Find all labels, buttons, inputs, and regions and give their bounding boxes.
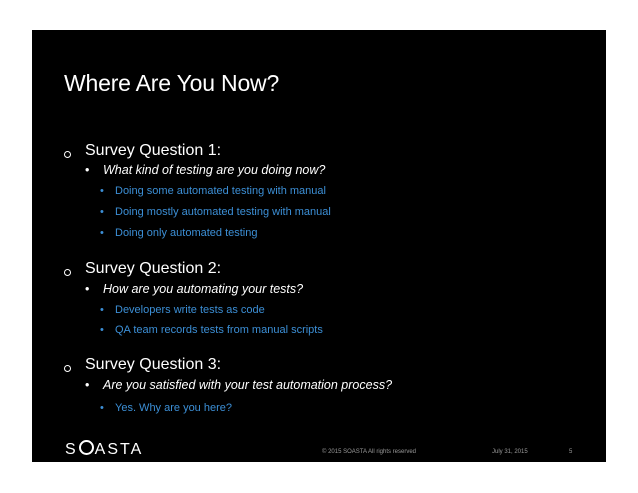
bullet-icon: • [100, 227, 104, 239]
logo-o-ring-icon [79, 440, 94, 455]
bullet-icon: • [85, 163, 90, 177]
bullet-icon: • [100, 402, 104, 414]
option-text: Doing some automated testing with manual [115, 185, 326, 197]
option-text: Developers write tests as code [115, 304, 265, 316]
option-text: Doing mostly automated testing with manual [115, 206, 331, 218]
bullet-icon: • [100, 324, 104, 336]
option-text: Yes. Why are you here? [115, 402, 232, 414]
slide [32, 30, 606, 462]
option-text: QA team records tests from manual scripts [115, 324, 323, 336]
bullet-icon: • [85, 282, 90, 296]
option-text: Doing only automated testing [115, 227, 258, 239]
hollow-circle-bullet-icon [64, 365, 71, 372]
question-label: Survey Question 1: [85, 142, 222, 159]
bullet-icon: • [100, 185, 104, 197]
hollow-circle-bullet-icon [64, 269, 71, 276]
slide-date: July 31, 2015 [492, 449, 528, 455]
hollow-circle-bullet-icon [64, 151, 71, 158]
prompt-text: How are you automating your tests? [103, 282, 304, 296]
question-label: Survey Question 2: [85, 260, 222, 277]
copyright-text: © 2015 SOASTA All rights reserved [322, 449, 417, 455]
question-label: Survey Question 3: [85, 356, 222, 373]
page-number: 5 [569, 449, 573, 455]
bullet-icon: • [100, 206, 104, 218]
bullet-icon: • [100, 304, 104, 316]
logo-text-right: ASTA [94, 441, 144, 458]
soasta-logo [65, 440, 143, 459]
bullet-icon: • [85, 378, 90, 392]
slide-title: Where Are You Now? [64, 70, 280, 96]
logo-text-left: S [65, 441, 78, 458]
prompt-text: Are you satisfied with your test automation process? [103, 378, 393, 392]
prompt-text: What kind of testing are you doing now? [103, 163, 326, 177]
